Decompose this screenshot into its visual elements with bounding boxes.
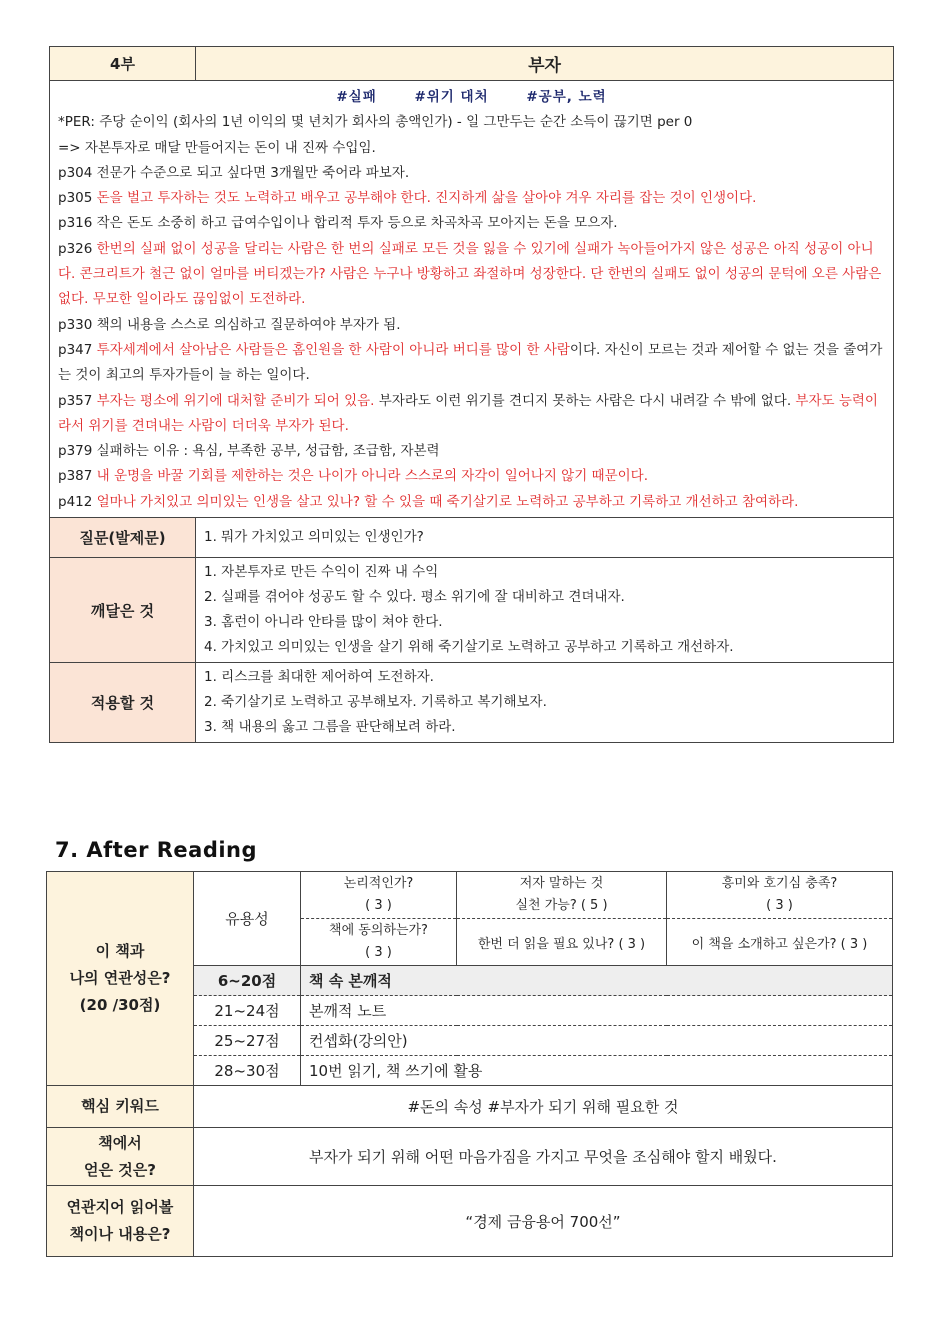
usefulness-row-1 [47,872,893,919]
after-reading-table [46,871,893,1257]
list-item: 2. 실패를 겪어야 성공도 할 수 있다. 평소 위기에 잘 대비하고 견뎌내자. [204,589,625,606]
realized-list [196,558,894,663]
gained-value: 부자가 되기 위해 어떤 마음가짐을 가지고 무엇을 조심해야 할지 배웠다. [194,1128,893,1186]
list-item: 3. 홈런이 아니라 안타를 많이 쳐야 한다. [204,614,443,631]
score-range: 21~24점 [194,996,301,1026]
note-line: p357 부자는 평소에 위기에 대처할 준비가 되어 있음. 부자라도 이런 위기를 견디지 못하는 사람은 다시 내려갈 수 밖에 없다. 부자도 능력이라서 위기를 견뎌내는 사람이 더더욱 부자가 된다. [58,392,878,434]
score-action: 본깨적 노트 [301,996,893,1026]
note-line: p330 책의 내용을 스스로 의심하고 질문하여야 부자가 됨. [58,316,401,333]
apply-list [196,663,894,743]
list-item: 1. 리스크를 최대한 제어하여 도전하자. [204,669,434,686]
tag: #공부, 노력 [526,89,607,105]
question-agree: 책에 동의하는가? ( 3 ) [301,919,457,966]
note-line: p347 투자세계에서 살아남은 사람들은 홈인원을 한 사람이 아니라 버디를 많이 한 사람이다. 자신이 모르는 것과 제어할 수 없는 것을 줄여가는 것이 최고의 투자가들이 늘 하는 일이다. [58,341,883,384]
related-value: “경제 금융용어 700선” [194,1186,893,1257]
note-line: p379 실패하는 이유 : 욕심, 부족한 공부, 성급함, 조급함, 자본력 [58,443,440,460]
realized-row [50,558,894,663]
tag: #위기 대처 [414,89,489,105]
keyword-row [47,1086,893,1128]
question-practice: 저자 말하는 것 실천 가능? ( 5 ) [457,872,667,919]
keyword-value: #돈의 속성 #부자가 되기 위해 필요한 것 [194,1086,893,1128]
tag-list [58,85,885,110]
note-line: p412 얼마나 가치있고 의미있는 인생을 살고 있나? 할 수 있을 때 죽기살기로 노력하고 공부하고 기록하고 개선하고 참여하라. [58,493,799,510]
score-range: 6~20점 [194,966,301,996]
list-item: 4. 가치있고 의미있는 인생을 살기 위해 죽기살기로 노력하고 공부하고 기록하고 개선하자. [204,639,734,656]
realized-label: 깨달은 것 [50,558,196,663]
question-label: 질문(발제문) [50,518,196,558]
score-range: 28~30점 [194,1056,301,1086]
part-title: 부자 [196,47,894,81]
question-logical: 논리적인가? ( 3 ) [301,872,457,919]
note-line: => 자본투자로 매달 만들어지는 돈이 내 진짜 수입임. [58,139,376,156]
question-recommend: 이 책을 소개하고 싶은가? ( 3 ) [667,919,893,966]
note-line: p326 한번의 실패 없이 성공을 달리는 사람은 한 번의 실패로 모든 것을 잃을 수 있기에 실패가 녹아들어가지 않은 성공은 아직 성공이 아니다. 콘크리트가 철근 없이 얼마를 버티겠는가? 사람은 누구나 방황하고 좌절하며 성장한다. 단 한번의 실패도 없이 성공의 문턱에 오른 사람은 없다. 무모한 일이라도 끊임없이 도전하라. [58,240,882,308]
note-line: p316 작은 돈도 소중히 하고 급여수입이나 합리적 투자 등으로 차곡차곡 모아지는 돈을 모으자. [58,215,618,232]
part-number: 4부 [50,47,196,81]
gained-label: 책에서 얻은 것은? [47,1128,194,1186]
apply-row [50,663,894,743]
related-row [47,1186,893,1257]
note-line: p305 돈을 벌고 투자하는 것도 노력하고 배우고 공부해야 한다. 진지하게 삶을 살아야 겨우 자리를 잡는 것이 인생이다. [58,190,757,207]
question-text: 1. 뭐가 가치있고 의미있는 인생인가? [196,518,894,558]
tag: #실패 [336,89,377,105]
part4-header-row [50,47,894,81]
notes-row [50,81,894,518]
list-item: 2. 죽기살기로 노력하고 공부해보자. 기록하고 복기해보자. [204,694,547,711]
keyword-label: 핵심 키워드 [47,1086,194,1128]
question-row [50,518,894,558]
gained-row [47,1128,893,1186]
related-label: 연관지어 읽어볼 책이나 내용은? [47,1186,194,1257]
note-line: p304 전문가 수준으로 되고 싶다면 3개월만 죽어라 파보자. [58,164,410,181]
relation-label: 이 책과 나의 연관성은? (20 /30점) [47,872,194,1086]
part4-table [49,46,894,743]
note-line: p387 내 운명을 바꿀 기회를 제한하는 것은 나이가 아니라 스스로의 자각이 일어나지 않기 때문이다. [58,468,648,485]
after-reading-title: 7. After Reading [55,838,258,862]
notes-cell [50,81,894,518]
question-interest: 흥미와 호기심 충족? ( 3 ) [667,872,893,919]
score-action: 컨셉화(강의안) [301,1026,893,1056]
question-reread: 한번 더 읽을 필요 있나? ( 3 ) [457,919,667,966]
score-action: 책 속 본깨적 [301,966,893,996]
note-line: *PER: 주당 순이익 (회사의 1년 이익의 몇 년치가 회사의 총액인가) - 일 그만두는 순간 소득이 끊기면 per 0 [58,114,693,131]
list-item: 1. 자본투자로 만든 수익이 진짜 내 수익 [204,564,439,581]
score-range: 25~27점 [194,1026,301,1056]
list-item: 3. 책 내용의 옳고 그름을 판단해보려 하라. [204,719,456,736]
score-action: 10번 읽기, 책 쓰기에 활용 [301,1056,893,1086]
usefulness-label: 유용성 [194,872,301,966]
apply-label: 적용할 것 [50,663,196,743]
